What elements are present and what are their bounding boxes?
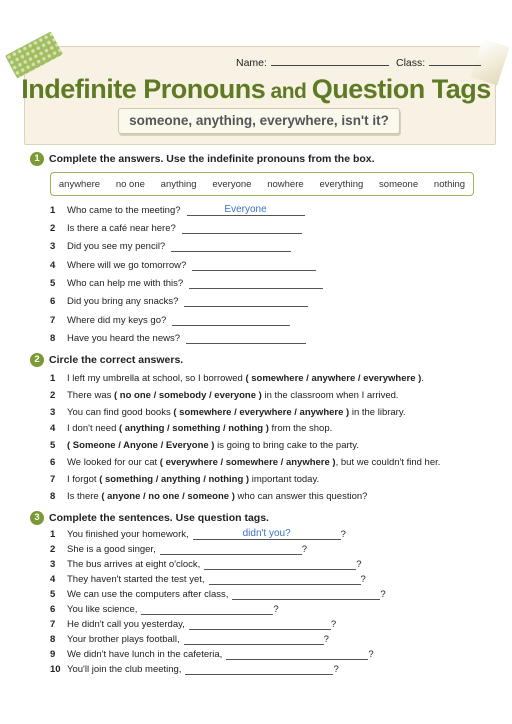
- answer-blank[interactable]: [209, 574, 361, 585]
- item-number: 4: [50, 423, 56, 434]
- question-text: Who came to the meeting?: [67, 205, 181, 216]
- word-box-item: nowhere: [267, 178, 304, 190]
- item-number: 6: [50, 296, 56, 307]
- item-number: 2: [50, 544, 56, 555]
- answer-blank[interactable]: [182, 223, 302, 234]
- question-mark: ?: [333, 664, 339, 675]
- word-box-item: anywhere: [58, 178, 101, 190]
- title-part-b: and: [265, 80, 312, 103]
- tag-item: [50, 634, 329, 645]
- item-number: 7: [50, 474, 56, 485]
- item-number: 7: [50, 619, 56, 630]
- page-subtitle: someone, anything, everywhere, isn't it?: [118, 108, 400, 134]
- answer-blank[interactable]: [189, 619, 331, 630]
- item-number: 5: [50, 589, 56, 600]
- answer-blank[interactable]: [185, 664, 333, 675]
- page-title: [0, 74, 512, 105]
- sentence-text: We looked for our cat: [67, 457, 160, 468]
- question-item: [50, 223, 302, 234]
- sentence-text: who can answer this question?: [234, 491, 368, 502]
- item-number: 1: [50, 205, 56, 216]
- question-item: [50, 296, 308, 307]
- class-field[interactable]: [396, 56, 481, 69]
- item-number: 5: [50, 278, 56, 289]
- question-item: [50, 333, 306, 344]
- answer-blank[interactable]: [204, 559, 356, 570]
- question-mark: ?: [323, 634, 329, 645]
- answer-text: didn't you?: [242, 528, 291, 539]
- sentence-text: We didn't have lunch in the cafeteria,: [67, 649, 223, 660]
- sentence-text: I forgot: [67, 474, 100, 485]
- item-number: 5: [50, 440, 56, 451]
- question-item: [50, 260, 316, 271]
- answer-options[interactable]: ( anyone / no one / someone ): [101, 491, 235, 502]
- circle-item: [50, 423, 332, 434]
- section2-heading-text: Circle the correct answers.: [49, 353, 184, 366]
- item-number: 6: [50, 604, 56, 615]
- sentence-text: in the library.: [349, 407, 406, 418]
- question-mark: ?: [356, 559, 362, 570]
- sentence-text: You finished your homework,: [67, 529, 189, 540]
- section2-heading: [30, 353, 183, 367]
- circle-item: [50, 457, 440, 468]
- answer-options[interactable]: ( somewhere / everywhere / anywhere ): [173, 407, 350, 418]
- item-number: 3: [50, 407, 56, 418]
- item-number: 4: [50, 574, 56, 585]
- item-number: 2: [50, 390, 56, 401]
- word-box-item: nothing: [433, 178, 466, 190]
- question-text: Where did my keys go?: [67, 315, 167, 326]
- word-box: [50, 172, 474, 196]
- tag-item: [50, 589, 386, 600]
- answer-blank[interactable]: [226, 649, 368, 660]
- sentence-text: The bus arrives at eight o'clock,: [67, 559, 201, 570]
- tag-item: [50, 604, 279, 615]
- sentence-text: You like science,: [67, 604, 138, 615]
- word-box-item: anything: [160, 178, 197, 190]
- answer-options[interactable]: ( everywhere / somewhere / anywhere ): [159, 457, 336, 468]
- question-text: Did you see my pencil?: [67, 241, 166, 252]
- sentence-text: is going to bring cake to the party.: [214, 440, 359, 451]
- name-blank[interactable]: [271, 56, 389, 66]
- answer-options[interactable]: ( somewhere / anywhere / everywhere ): [245, 373, 422, 384]
- question-mark: ?: [301, 544, 308, 555]
- question-mark: ?: [273, 604, 279, 615]
- sentence-text: We can use the computers after class,: [67, 589, 229, 600]
- sentence-text: , but we couldn't find her.: [335, 457, 441, 468]
- circle-item: [50, 440, 359, 451]
- circle-item: [50, 491, 367, 502]
- class-blank[interactable]: [429, 56, 481, 66]
- question-text: Did you bring any snacks?: [67, 296, 179, 307]
- word-box-item: someone: [379, 178, 419, 190]
- sentence-text: You can find good books: [67, 407, 174, 418]
- question-mark: ?: [360, 574, 366, 585]
- question-text: Where will we go tomorrow?: [67, 260, 187, 271]
- sentence-text: .: [421, 373, 424, 384]
- question-text: Have you heard the news?: [67, 333, 181, 344]
- question-item: [50, 278, 323, 289]
- answer-blank[interactable]: [141, 604, 273, 615]
- sentence-text: I don't need: [67, 423, 119, 434]
- word-box-item: no one: [115, 178, 145, 190]
- question-text: Is there a café near here?: [67, 223, 176, 234]
- section2-number-badge: 2: [30, 353, 44, 367]
- section1-number-badge: 1: [30, 152, 44, 166]
- question-item: [50, 205, 305, 216]
- item-number: 3: [50, 559, 56, 570]
- answer-options[interactable]: ( no one / somebody / everyone ): [114, 390, 262, 401]
- sentence-text: You'll join the club meeting,: [67, 664, 182, 675]
- question-mark: ?: [330, 619, 337, 630]
- circle-item: [50, 390, 399, 401]
- sentence-text: from the shop.: [268, 423, 333, 434]
- tag-item: [50, 574, 366, 585]
- item-number: 1: [50, 529, 56, 540]
- item-number: 9: [50, 649, 56, 660]
- word-box-item: everything: [319, 178, 364, 190]
- item-number: 6: [50, 457, 56, 468]
- name-label: Name:: [236, 57, 267, 69]
- tag-item: [50, 619, 336, 630]
- circle-item: [50, 373, 424, 384]
- answer-blank[interactable]: [187, 205, 305, 216]
- title-part-a: Indefinite Pronouns: [21, 74, 266, 104]
- question-mark: ?: [380, 589, 386, 600]
- answer-options[interactable]: ( something / anything / nothing ): [99, 474, 250, 485]
- sentence-text: Your brother plays football,: [67, 634, 180, 645]
- item-number: 8: [50, 491, 56, 502]
- question-item: [50, 315, 290, 326]
- section1-heading: [30, 152, 375, 166]
- item-number: 2: [50, 223, 56, 234]
- section3-number-badge: 3: [30, 511, 44, 525]
- question-mark: ?: [340, 529, 346, 540]
- item-number: 10: [50, 664, 61, 675]
- item-number: 3: [50, 241, 56, 252]
- answer-blank[interactable]: [184, 634, 324, 645]
- item-number: 8: [50, 333, 56, 344]
- section1-heading-text: Complete the answers. Use the indefinite pronouns from the box.: [49, 152, 375, 165]
- sentence-text: I left my umbrella at school, so I borrowed: [67, 373, 246, 384]
- question-item: [50, 241, 291, 252]
- sentence-text: She is a good singer,: [67, 544, 156, 555]
- question-mark: ?: [368, 649, 374, 660]
- name-field[interactable]: [236, 56, 389, 69]
- sentence-text: in the classroom when I arrived.: [261, 390, 399, 401]
- item-number: 4: [50, 260, 56, 271]
- section3-heading-text: Complete the sentences. Use question tags.: [49, 511, 269, 524]
- answer-blank[interactable]: [160, 544, 302, 555]
- item-number: 7: [50, 315, 56, 326]
- title-part-c: Question Tags: [311, 74, 491, 104]
- sentence-text: He didn't call you yesterday,: [67, 619, 185, 630]
- tag-item: [50, 664, 339, 675]
- word-box-item: everyone: [212, 178, 252, 190]
- tag-item: [50, 649, 374, 660]
- sentence-text: important today.: [249, 474, 320, 485]
- answer-options[interactable]: ( Someone / Anyone / Everyone ): [67, 440, 215, 451]
- circle-item: [50, 474, 319, 485]
- section3-heading: [30, 511, 269, 525]
- item-number: 8: [50, 634, 56, 645]
- answer-blank[interactable]: [172, 315, 290, 326]
- tag-item: [50, 544, 307, 555]
- class-label: Class:: [396, 57, 426, 69]
- answer-blank[interactable]: [184, 296, 308, 307]
- answer-blank[interactable]: [232, 589, 380, 600]
- answer-blank[interactable]: [189, 278, 323, 289]
- answer-blank[interactable]: [186, 333, 306, 344]
- answer-text: Everyone: [224, 204, 267, 215]
- item-number: 1: [50, 373, 56, 384]
- tag-item: [50, 559, 362, 570]
- sentence-text: There was: [67, 390, 114, 401]
- tag-item: [50, 529, 346, 540]
- sentence-text: They haven't started the test yet,: [67, 574, 205, 585]
- answer-blank[interactable]: [192, 260, 316, 271]
- circle-item: [50, 407, 406, 418]
- answer-blank[interactable]: [171, 241, 291, 252]
- answer-options[interactable]: ( anything / something / nothing ): [119, 423, 269, 434]
- answer-blank[interactable]: [193, 529, 341, 540]
- sentence-text: Is there: [67, 491, 102, 502]
- question-text: Who can help me with this?: [67, 278, 184, 289]
